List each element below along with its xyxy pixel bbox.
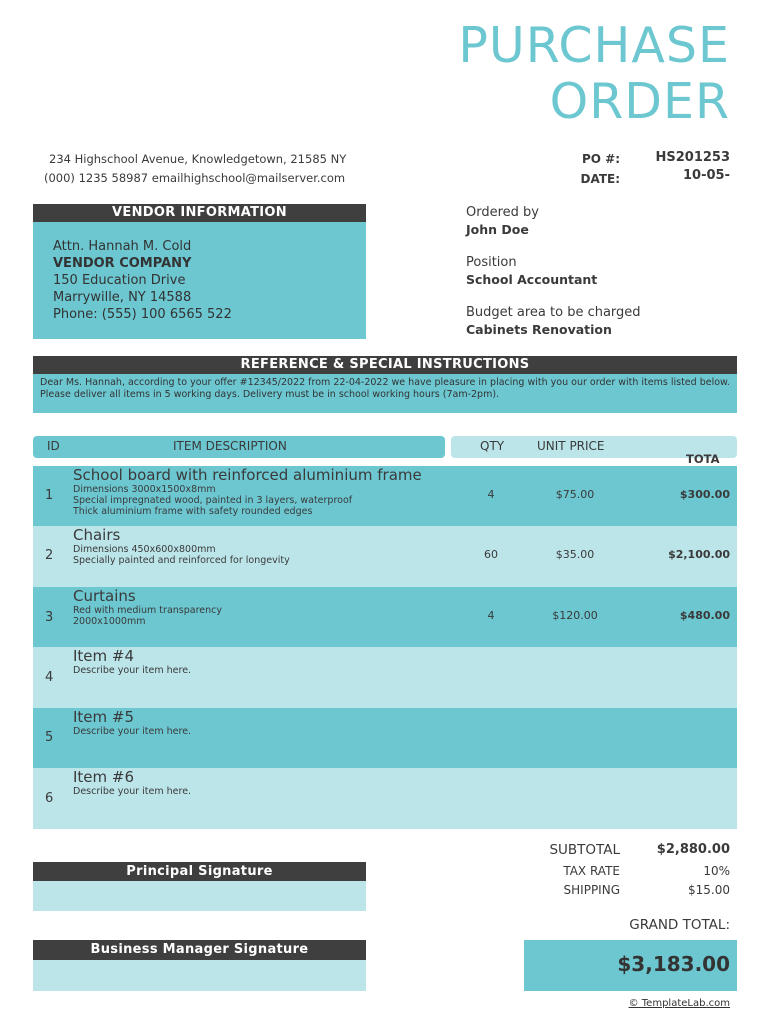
grand-total-box bbox=[524, 940, 737, 991]
row-id: 6 bbox=[45, 791, 54, 806]
row-item-description bbox=[73, 665, 191, 676]
date-label: DATE: bbox=[580, 172, 620, 186]
row-item-description bbox=[73, 726, 191, 737]
shipping-label: SHIPPING bbox=[563, 883, 620, 897]
vendor-info-box bbox=[33, 222, 366, 339]
row-unit-price: $120.00 bbox=[552, 609, 598, 622]
desc-line: Dimensions 3000x1500x8mm bbox=[73, 484, 216, 495]
desc-line: Describe your item here. bbox=[73, 786, 192, 797]
tax-rate-label: TAX RATE bbox=[563, 864, 620, 878]
header-id: ID bbox=[47, 439, 60, 453]
date-value: 10-05- bbox=[683, 168, 730, 183]
row-item-name: Item #6 bbox=[73, 768, 135, 786]
grand-total-label: GRAND TOTAL: bbox=[629, 917, 730, 933]
tax-rate-value: 10% bbox=[703, 864, 730, 878]
row-unit-price: $75.00 bbox=[555, 488, 595, 501]
desc-line: Describe your item here. bbox=[73, 665, 192, 676]
position-value: School Accountant bbox=[466, 272, 598, 287]
business-manager-signature-heading: Business Manager Signature bbox=[33, 940, 366, 960]
principal-signature-heading: Principal Signature bbox=[33, 862, 366, 881]
ordered-by-value: John Doe bbox=[466, 222, 529, 237]
header-description: ITEM DESCRIPTION bbox=[173, 439, 287, 453]
document-title bbox=[458, 18, 730, 130]
row-unit-price: $35.00 bbox=[555, 548, 595, 561]
row-item-name: Curtains bbox=[73, 587, 136, 605]
row-item-description bbox=[73, 605, 222, 627]
vendor-company: VENDOR COMPANY bbox=[53, 256, 192, 271]
position-label: Position bbox=[466, 255, 517, 270]
budget-label: Budget area to be charged bbox=[466, 305, 641, 320]
vendor-heading: VENDOR INFORMATION bbox=[33, 204, 366, 222]
table-row bbox=[33, 768, 737, 829]
row-id: 3 bbox=[45, 610, 54, 625]
row-id: 4 bbox=[45, 670, 54, 685]
table-row bbox=[33, 587, 737, 647]
row-total: $300.00 bbox=[679, 488, 730, 501]
desc-line: Specially painted and reinforced for longevity bbox=[73, 555, 290, 566]
title-line-1: PURCHASE bbox=[458, 17, 730, 74]
header-qty: QTY bbox=[480, 439, 505, 453]
row-item-name: School board with reinforced aluminium frame bbox=[73, 466, 422, 484]
desc-line: Dimensions 450x600x800mm bbox=[73, 544, 216, 555]
desc-line: Red with medium transparency bbox=[73, 605, 222, 616]
title-line-2: ORDER bbox=[549, 73, 730, 130]
desc-line: Describe your item here. bbox=[73, 726, 192, 737]
vendor-street: 150 Education Drive bbox=[53, 273, 186, 288]
table-row bbox=[33, 466, 737, 526]
row-id: 5 bbox=[45, 730, 54, 745]
row-item-name: Item #5 bbox=[73, 708, 135, 726]
vendor-phone: Phone: (555) 100 6565 522 bbox=[53, 307, 232, 322]
row-item-name: Item #4 bbox=[73, 647, 135, 665]
row-item-description bbox=[73, 786, 191, 797]
shipping-value: $15.00 bbox=[688, 883, 730, 897]
templatelab-credit-link[interactable]: © TemplateLab.com bbox=[628, 998, 730, 1009]
row-qty: 60 bbox=[484, 548, 498, 561]
row-item-name: Chairs bbox=[73, 526, 121, 544]
school-contact: (000) 1235 58987 emailhighschool@mailserver.com bbox=[44, 171, 346, 185]
instructions-text: Dear Ms. Hannah, according to your offer #12345/2022 from 22-04-2022 we have pleasure in placing with you our order with items listed below. Please deliver all items in 5 working days. Delivery must be in school working hours (7am-2pm). bbox=[33, 374, 737, 413]
table-row bbox=[33, 708, 737, 768]
subtotal-value: $2,880.00 bbox=[656, 842, 730, 857]
row-qty: 4 bbox=[487, 488, 495, 501]
header-unit-price: UNIT PRICE bbox=[537, 439, 605, 453]
vendor-attn: Attn. Hannah M. Cold bbox=[53, 239, 192, 254]
business-manager-signature-field[interactable] bbox=[33, 960, 366, 991]
budget-value: Cabinets Renovation bbox=[466, 322, 612, 337]
row-total: $480.00 bbox=[679, 609, 730, 622]
row-id: 1 bbox=[45, 488, 54, 503]
table-row bbox=[33, 526, 737, 587]
po-number-value: HS201253 bbox=[655, 150, 730, 165]
row-total: $2,100.00 bbox=[668, 548, 730, 561]
desc-line: Special impregnated wood, painted in 3 layers, waterproof bbox=[73, 495, 353, 506]
ordered-by-label: Ordered by bbox=[466, 205, 539, 220]
row-item-description bbox=[73, 484, 352, 517]
vendor-city: Marrywille, NY 14588 bbox=[53, 290, 192, 305]
grand-total-value: $3,183.00 bbox=[617, 952, 730, 976]
desc-line: Thick aluminium frame with safety rounded edges bbox=[73, 506, 313, 517]
desc-line: 2000x1000mm bbox=[73, 616, 146, 627]
row-qty: 4 bbox=[487, 609, 495, 622]
table-row bbox=[33, 647, 737, 708]
subtotal-label: SUBTOTAL bbox=[549, 842, 620, 858]
row-id: 2 bbox=[45, 548, 54, 563]
row-item-description bbox=[73, 544, 290, 566]
principal-signature-field[interactable] bbox=[33, 881, 366, 911]
header-total: TOTA bbox=[686, 452, 720, 466]
po-number-label: PO #: bbox=[581, 152, 620, 166]
instructions-heading: REFERENCE & SPECIAL INSTRUCTIONS bbox=[33, 356, 737, 374]
school-address: 234 Highschool Avenue, Knowledgetown, 21585 NY bbox=[49, 152, 347, 166]
